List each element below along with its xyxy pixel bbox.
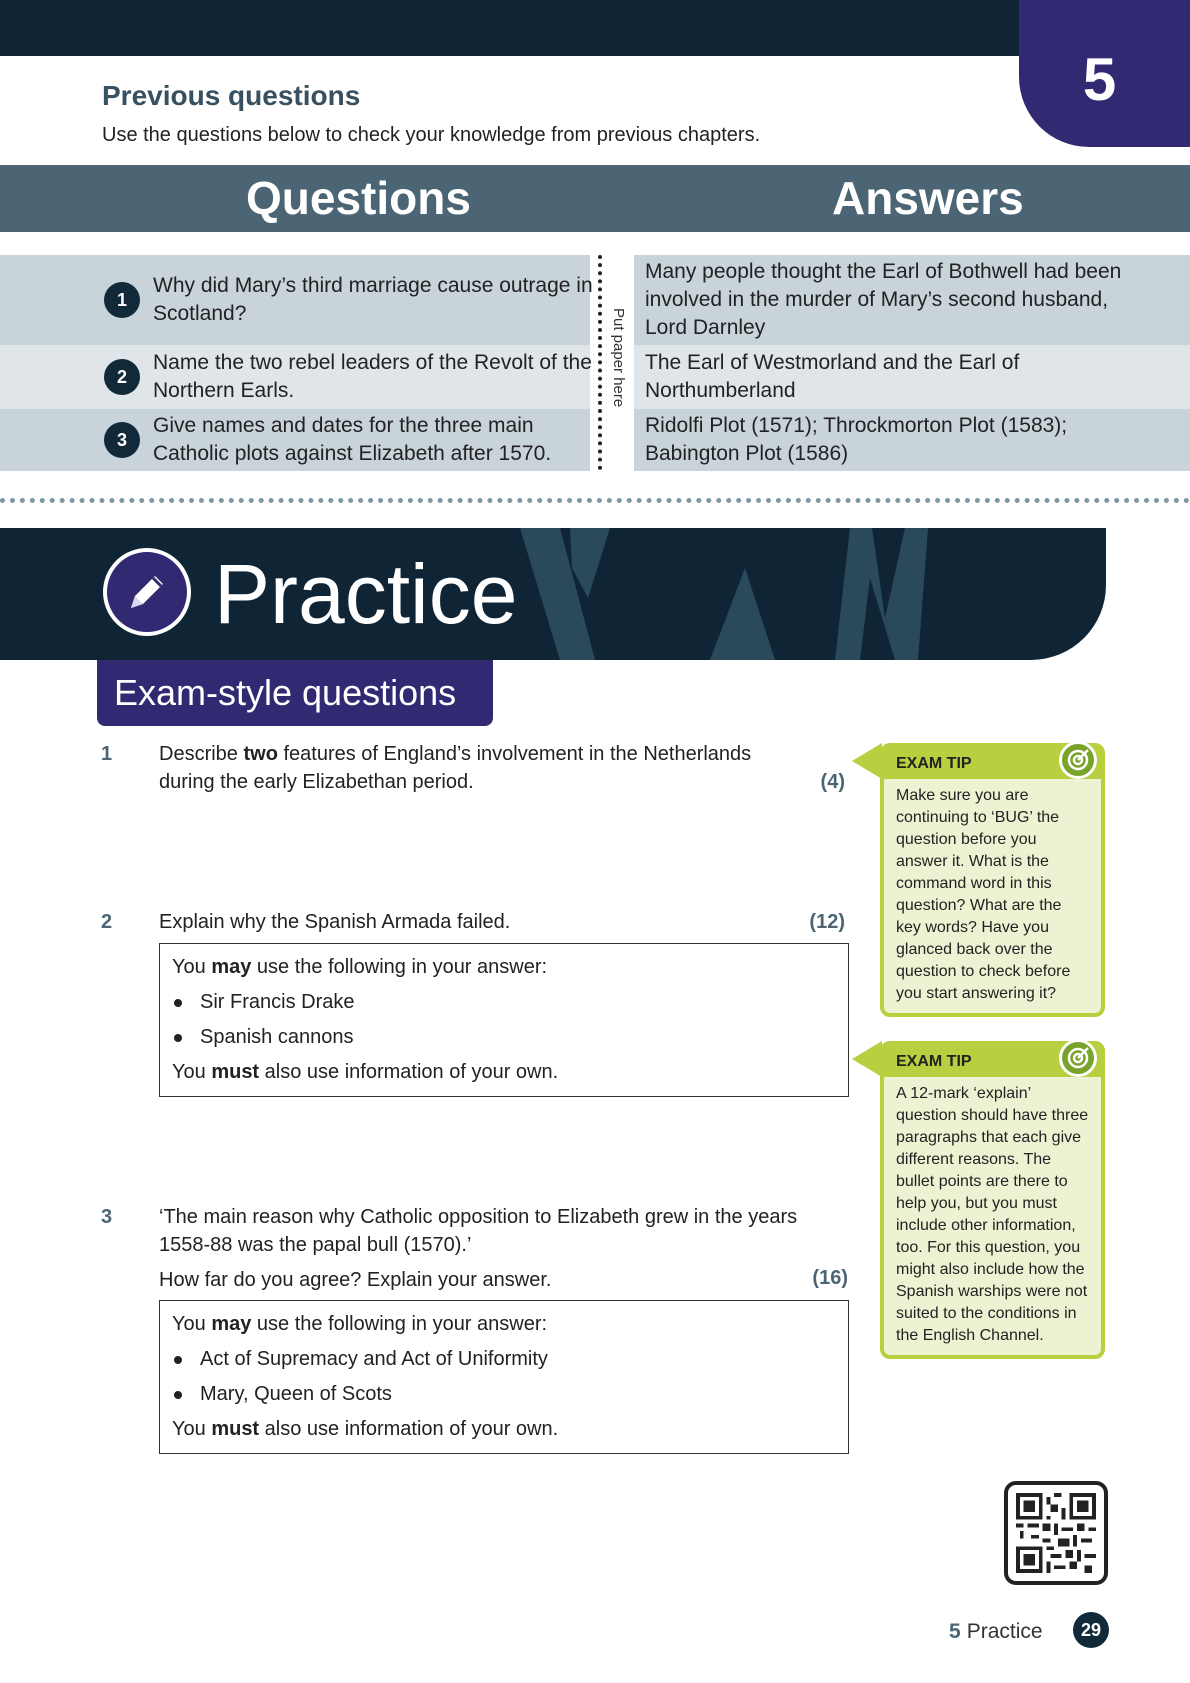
qa-answer-text: Many people thought the Earl of Bothwell had been involved in the murder of Mary’s second husband, Lord Darnley [645, 260, 1122, 339]
exam-style-questions-heading: Exam-style questions [97, 660, 493, 726]
footer-label [949, 1620, 1043, 1644]
hint-bullet: Act of Supremacy and Act of Uniformity [172, 1342, 836, 1377]
question-number-badge: 3 [104, 422, 140, 458]
footer-chapter-number: 5 [949, 1620, 961, 1643]
answer-hint-box: You may use the following in your answer: Act of Supremacy and Act of Uniformity Mary, Queen of Scots You must also use information of your own. [159, 1300, 849, 1454]
qa-answer-text: Ridolfi Plot (1571); Throckmorton Plot (1583); Babington Plot (1586) [645, 414, 1068, 465]
decorative-brush-strokes [500, 528, 1020, 660]
exam-tip-text: Make sure you are continuing to ‘BUG’ the question before you answer it. What is the command word in this question? What are the key words? Have you glanced back over the question to check before you start answering it? [896, 787, 1071, 1002]
top-band [0, 0, 1019, 56]
question-text: Explain why the Spanish Armada failed. [159, 911, 511, 933]
exam-tip-title: EXAM TIP [896, 755, 972, 772]
tip-pointer-arrow [852, 743, 882, 779]
tip-pointer-arrow [852, 1041, 882, 1077]
footer-section: Practice [966, 1620, 1043, 1643]
practice-title: Practice [214, 547, 518, 641]
question-number-badge: 1 [104, 282, 140, 318]
qa-question-text: Why did Mary’s third marriage cause outrage in Scotland? [153, 274, 593, 325]
qa-answer-text: The Earl of Westmorland and the Earl of Northumberland [645, 351, 1020, 402]
previous-questions-subtitle: Use the questions below to check your knowledge from previous chapters. [102, 124, 761, 146]
exam-tip-box [880, 1041, 1105, 1359]
page-number-badge: 29 [1073, 1612, 1109, 1648]
question-prompt: How far do you agree? Explain your answer. [159, 1269, 552, 1291]
pencil-icon [103, 548, 191, 636]
exam-tip-box [880, 743, 1105, 1017]
marks-label: (16) [812, 1267, 848, 1289]
target-icon [1059, 1039, 1097, 1077]
qa-row-2 [0, 345, 1190, 409]
question-number: 1 [101, 743, 113, 765]
question-number: 3 [101, 1206, 113, 1228]
question-text: ‘The main reason why Catholic opposition to Elizabeth grew in the years 1558-88 was the papal bull (1570).’ [159, 1206, 798, 1256]
exam-tip-title: EXAM TIP [896, 1053, 972, 1070]
chapter-tab: 5 [1019, 0, 1190, 147]
previous-questions-title: Previous questions [102, 80, 361, 111]
section-divider [0, 498, 1190, 503]
qa-row-3 [0, 409, 1190, 471]
question-number: 2 [101, 911, 113, 933]
question-text: Describe two features of England’s involvement in the Netherlands during the early Elizabethan period. [159, 743, 752, 793]
put-paper-here-note: Put paper here [610, 308, 627, 408]
answers-heading: Answers [832, 172, 1024, 224]
qa-header [0, 165, 1190, 232]
marks-label: (4) [820, 771, 845, 793]
hint-bullet: Sir Francis Drake [172, 985, 836, 1020]
hint-bullet: Spanish cannons [172, 1020, 836, 1055]
answer-hint-box: You may use the following in your answer: Sir Francis Drake Spanish cannons You must also use information of your own. [159, 943, 849, 1097]
qa-row-1 [0, 255, 1190, 345]
qa-question-text: Give names and dates for the three main Catholic plots against Elizabeth after 1570. [153, 414, 552, 465]
qr-code[interactable] [1004, 1481, 1108, 1585]
marks-label: (12) [809, 911, 845, 933]
fold-line [598, 255, 602, 470]
question-number-badge: 2 [104, 359, 140, 395]
exam-tip-text: A 12-mark ‘explain’ question should have three paragraphs that each give different reasons. The bullet points are there to help you, but you must include other information, too. For this question, you might also include how the Spanish warships were not suited to the conditions in the English Channel. [896, 1085, 1089, 1344]
hint-bullet: Mary, Queen of Scots [172, 1377, 836, 1412]
target-icon [1059, 741, 1097, 779]
qa-question-text: Name the two rebel leaders of the Revolt of the Northern Earls. [153, 351, 592, 402]
questions-heading: Questions [246, 172, 471, 224]
